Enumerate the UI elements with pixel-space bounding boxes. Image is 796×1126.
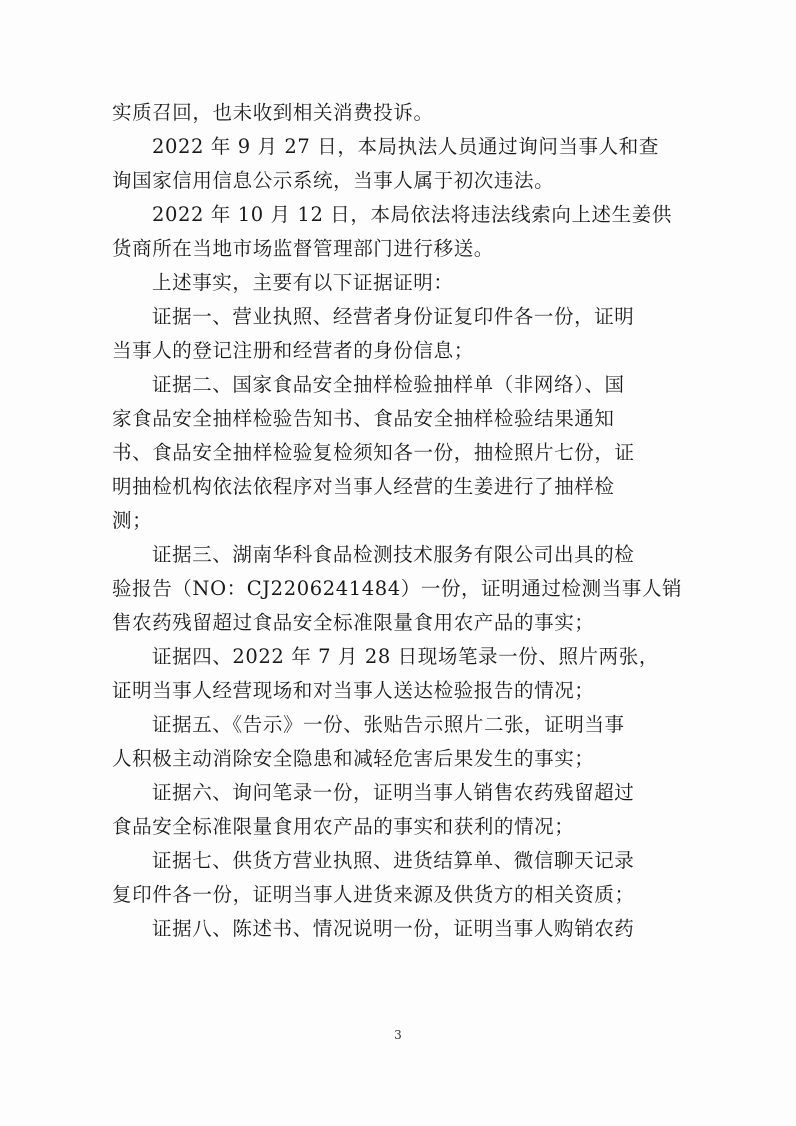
text-line: 售农药残留超过食品安全标准限量食用农产品的事实； (112, 611, 595, 634)
text-line: 测； (112, 509, 153, 532)
text-line: 证明当事人经营现场和对当事人送达检验报告的情况； (112, 679, 595, 702)
text-line: 证据二、国家食品安全抽样检验抽样单（非网络）、国 (152, 373, 625, 396)
text-line: 证据三、湖南华科食品检测技术服务有限公司出具的检 (152, 543, 635, 566)
text-line: 证据七、供货方营业执照、进货结算单、微信聊天记录 (152, 849, 635, 872)
text-line: 证据五、《告示》一份、张贴告示照片二张，证明当事 (152, 713, 625, 736)
text-line: 证据八、陈述书、情况说明一份，证明当事人购销农药 (152, 917, 635, 940)
text-line: 书、食品安全抽样检验复检须知各一份，抽检照片七份，证 (112, 441, 635, 464)
text-line: 验报告（NO：CJ2206241484）一份，证明通过检测当事人销 (112, 577, 683, 600)
text-line: 复印件各一份，证明当事人进货来源及供货方的相关资质； (112, 883, 635, 906)
text-line: 人积极主动消除安全隐患和减轻危害后果发生的事实； (112, 747, 595, 770)
text-line: 证据一、营业执照、经营者身份证复印件各一份，证明 (152, 305, 635, 328)
text-line: 2022 年 10 月 12 日，本局依法将违法线索向上述生姜供 (152, 203, 672, 226)
text-line: 2022 年 9 月 27 日，本局执法人员通过询问当事人和查 (152, 135, 659, 158)
text-line: 家食品安全抽样检验告知书、食品安全抽样检验结果通知 (112, 407, 615, 430)
text-line: 询国家信用信息公示系统，当事人属于初次违法。 (112, 169, 555, 192)
text-line: 货商所在当地市场监督管理部门进行移送。 (112, 237, 494, 260)
text-line: 上述事实，主要有以下证据证明： (152, 271, 454, 294)
text-line: 食品安全标准限量食用农产品的事实和获利的情况； (112, 815, 575, 838)
text-line: 实质召回，也未收到相关消费投诉。 (112, 101, 434, 124)
text-line: 当事人的登记注册和经营者的身份信息； (112, 339, 474, 362)
text-line: 证据六、询问笔录一份，证明当事人销售农药残留超过 (152, 781, 635, 804)
text-line: 证据四、2022 年 7 月 28 日现场笔录一份、照片两张， (152, 645, 659, 668)
page-number: 3 (394, 1028, 402, 1042)
text-line: 明抽检机构依法依程序对当事人经营的生姜进行了抽样检 (112, 475, 615, 498)
body-text (112, 96, 683, 946)
